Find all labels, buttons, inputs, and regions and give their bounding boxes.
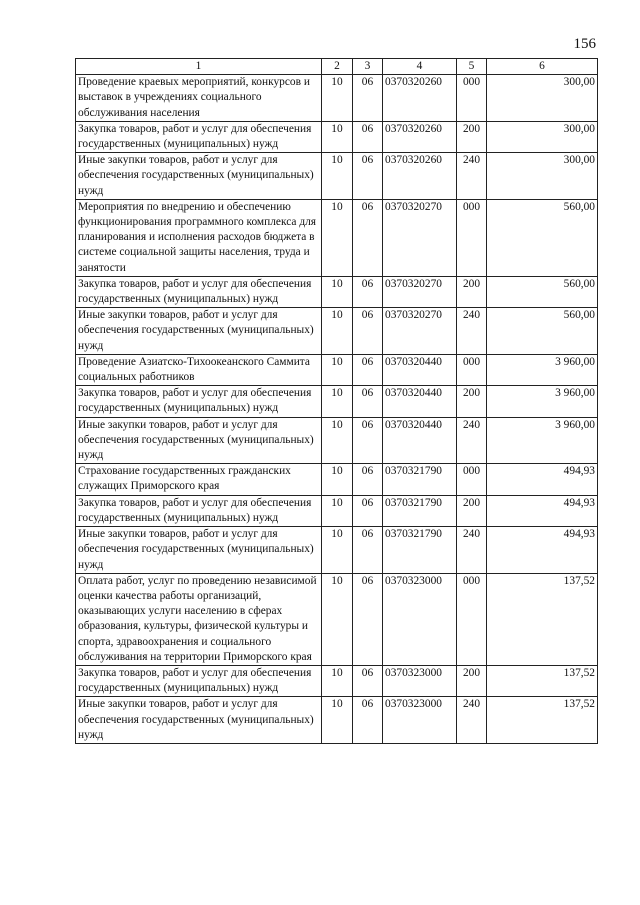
table-row <box>76 417 598 464</box>
row-csr-cell: 0370320440 <box>383 354 457 385</box>
row-amount-cell: 3 960,00 <box>487 417 598 464</box>
row-csr-cell: 0370321790 <box>383 527 457 574</box>
row-section-cell: 10 <box>322 417 353 464</box>
row-vr-cell: 000 <box>457 199 487 276</box>
row-subsection-cell: 06 <box>353 464 383 495</box>
row-amount-cell: 300,00 <box>487 75 598 122</box>
row-csr-cell: 0370320270 <box>383 276 457 307</box>
row-amount-cell: 300,00 <box>487 153 598 200</box>
row-amount-cell: 494,93 <box>487 464 598 495</box>
row-csr-cell: 0370320260 <box>383 153 457 200</box>
row-subsection-cell: 06 <box>353 665 383 696</box>
row-subsection-cell: 06 <box>353 153 383 200</box>
row-name-cell: Закупка товаров, работ и услуг для обеспечения государственных (муниципальных) нужд <box>76 665 322 696</box>
row-amount-cell: 494,93 <box>487 495 598 526</box>
row-name-cell: Иные закупки товаров, работ и услуг для обеспечения государственных (муниципальных) нужд <box>76 697 322 744</box>
row-name-cell: Проведение Азиатско-Тихоокеанского Саммита социальных работников <box>76 354 322 385</box>
row-subsection-cell: 06 <box>353 697 383 744</box>
table-row <box>76 386 598 417</box>
row-subsection-cell: 06 <box>353 495 383 526</box>
row-csr-cell: 0370321790 <box>383 495 457 526</box>
row-section-cell: 10 <box>322 665 353 696</box>
row-name-cell: Проведение краевых мероприятий, конкурсов и выставок в учреждениях социального обслуживания населения <box>76 75 322 122</box>
row-section-cell: 10 <box>322 276 353 307</box>
row-section-cell: 10 <box>322 386 353 417</box>
row-vr-cell: 200 <box>457 386 487 417</box>
table-row <box>76 153 598 200</box>
row-vr-cell: 000 <box>457 354 487 385</box>
budget-table <box>75 58 598 744</box>
table-row <box>76 697 598 744</box>
table-row <box>76 199 598 276</box>
row-amount-cell: 137,52 <box>487 573 598 665</box>
row-name-cell: Иные закупки товаров, работ и услуг для обеспечения государственных (муниципальных) нужд <box>76 527 322 574</box>
column-header-subsection: 3 <box>353 59 383 75</box>
row-csr-cell: 0370320440 <box>383 417 457 464</box>
row-name-cell: Иные закупки товаров, работ и услуг для обеспечения государственных (муниципальных) нужд <box>76 153 322 200</box>
table-row <box>76 464 598 495</box>
row-vr-cell: 240 <box>457 153 487 200</box>
table-row <box>76 573 598 665</box>
row-section-cell: 10 <box>322 573 353 665</box>
row-amount-cell: 300,00 <box>487 121 598 152</box>
row-amount-cell: 137,52 <box>487 697 598 744</box>
row-subsection-cell: 06 <box>353 308 383 355</box>
column-header-vr: 5 <box>457 59 487 75</box>
row-amount-cell: 560,00 <box>487 308 598 355</box>
row-amount-cell: 137,52 <box>487 665 598 696</box>
row-vr-cell: 240 <box>457 527 487 574</box>
table-row <box>76 121 598 152</box>
page-number: 156 <box>573 36 596 52</box>
row-vr-cell: 240 <box>457 308 487 355</box>
table-row <box>76 527 598 574</box>
row-csr-cell: 0370321790 <box>383 464 457 495</box>
row-name-cell: Оплата работ, услуг по проведению независимой оценки качества работы организаций, оказывающих услуги населению в сферах образования, культуры, физической культуры и спорта, здравоохранения и социального обслуживания на территории Приморского края <box>76 573 322 665</box>
row-amount-cell: 560,00 <box>487 199 598 276</box>
row-subsection-cell: 06 <box>353 75 383 122</box>
row-section-cell: 10 <box>322 527 353 574</box>
row-section-cell: 10 <box>322 199 353 276</box>
table-row <box>76 75 598 122</box>
table-row <box>76 276 598 307</box>
row-section-cell: 10 <box>322 495 353 526</box>
row-name-cell: Иные закупки товаров, работ и услуг для обеспечения государственных (муниципальных) нужд <box>76 308 322 355</box>
row-vr-cell: 000 <box>457 75 487 122</box>
row-name-cell: Мероприятия по внедрению и обеспечению функционирования программного комплекса для планирования и исполнения расходов бюджета в системе социальной защиты населения, труда и занятости <box>76 199 322 276</box>
row-section-cell: 10 <box>322 308 353 355</box>
row-vr-cell: 240 <box>457 697 487 744</box>
row-section-cell: 10 <box>322 121 353 152</box>
row-name-cell: Закупка товаров, работ и услуг для обеспечения государственных (муниципальных) нужд <box>76 386 322 417</box>
row-csr-cell: 0370320270 <box>383 199 457 276</box>
row-vr-cell: 000 <box>457 464 487 495</box>
row-subsection-cell: 06 <box>353 276 383 307</box>
column-header-amount: 6 <box>487 59 598 75</box>
row-vr-cell: 240 <box>457 417 487 464</box>
row-name-cell: Закупка товаров, работ и услуг для обеспечения государственных (муниципальных) нужд <box>76 276 322 307</box>
row-vr-cell: 200 <box>457 121 487 152</box>
row-vr-cell: 200 <box>457 276 487 307</box>
column-header-csr: 4 <box>383 59 457 75</box>
table-row <box>76 495 598 526</box>
row-section-cell: 10 <box>322 697 353 744</box>
header-row <box>76 59 598 75</box>
row-csr-cell: 0370323000 <box>383 665 457 696</box>
row-name-cell: Страхование государственных гражданских служащих Приморского края <box>76 464 322 495</box>
row-csr-cell: 0370323000 <box>383 697 457 744</box>
row-section-cell: 10 <box>322 75 353 122</box>
row-section-cell: 10 <box>322 153 353 200</box>
row-name-cell: Иные закупки товаров, работ и услуг для обеспечения государственных (муниципальных) нужд <box>76 417 322 464</box>
row-name-cell: Закупка товаров, работ и услуг для обеспечения государственных (муниципальных) нужд <box>76 495 322 526</box>
table-row <box>76 308 598 355</box>
row-amount-cell: 560,00 <box>487 276 598 307</box>
row-vr-cell: 200 <box>457 495 487 526</box>
row-subsection-cell: 06 <box>353 573 383 665</box>
row-subsection-cell: 06 <box>353 417 383 464</box>
row-amount-cell: 3 960,00 <box>487 386 598 417</box>
row-name-cell: Закупка товаров, работ и услуг для обеспечения государственных (муниципальных) нужд <box>76 121 322 152</box>
column-header-name: 1 <box>76 59 322 75</box>
row-section-cell: 10 <box>322 354 353 385</box>
row-subsection-cell: 06 <box>353 386 383 417</box>
row-subsection-cell: 06 <box>353 121 383 152</box>
row-csr-cell: 0370320440 <box>383 386 457 417</box>
row-amount-cell: 494,93 <box>487 527 598 574</box>
row-csr-cell: 0370320270 <box>383 308 457 355</box>
row-subsection-cell: 06 <box>353 199 383 276</box>
row-subsection-cell: 06 <box>353 527 383 574</box>
row-subsection-cell: 06 <box>353 354 383 385</box>
row-vr-cell: 000 <box>457 573 487 665</box>
row-vr-cell: 200 <box>457 665 487 696</box>
row-csr-cell: 0370320260 <box>383 75 457 122</box>
row-csr-cell: 0370323000 <box>383 573 457 665</box>
row-csr-cell: 0370320260 <box>383 121 457 152</box>
table-row <box>76 354 598 385</box>
column-header-section: 2 <box>322 59 353 75</box>
row-amount-cell: 3 960,00 <box>487 354 598 385</box>
table-row <box>76 665 598 696</box>
row-section-cell: 10 <box>322 464 353 495</box>
